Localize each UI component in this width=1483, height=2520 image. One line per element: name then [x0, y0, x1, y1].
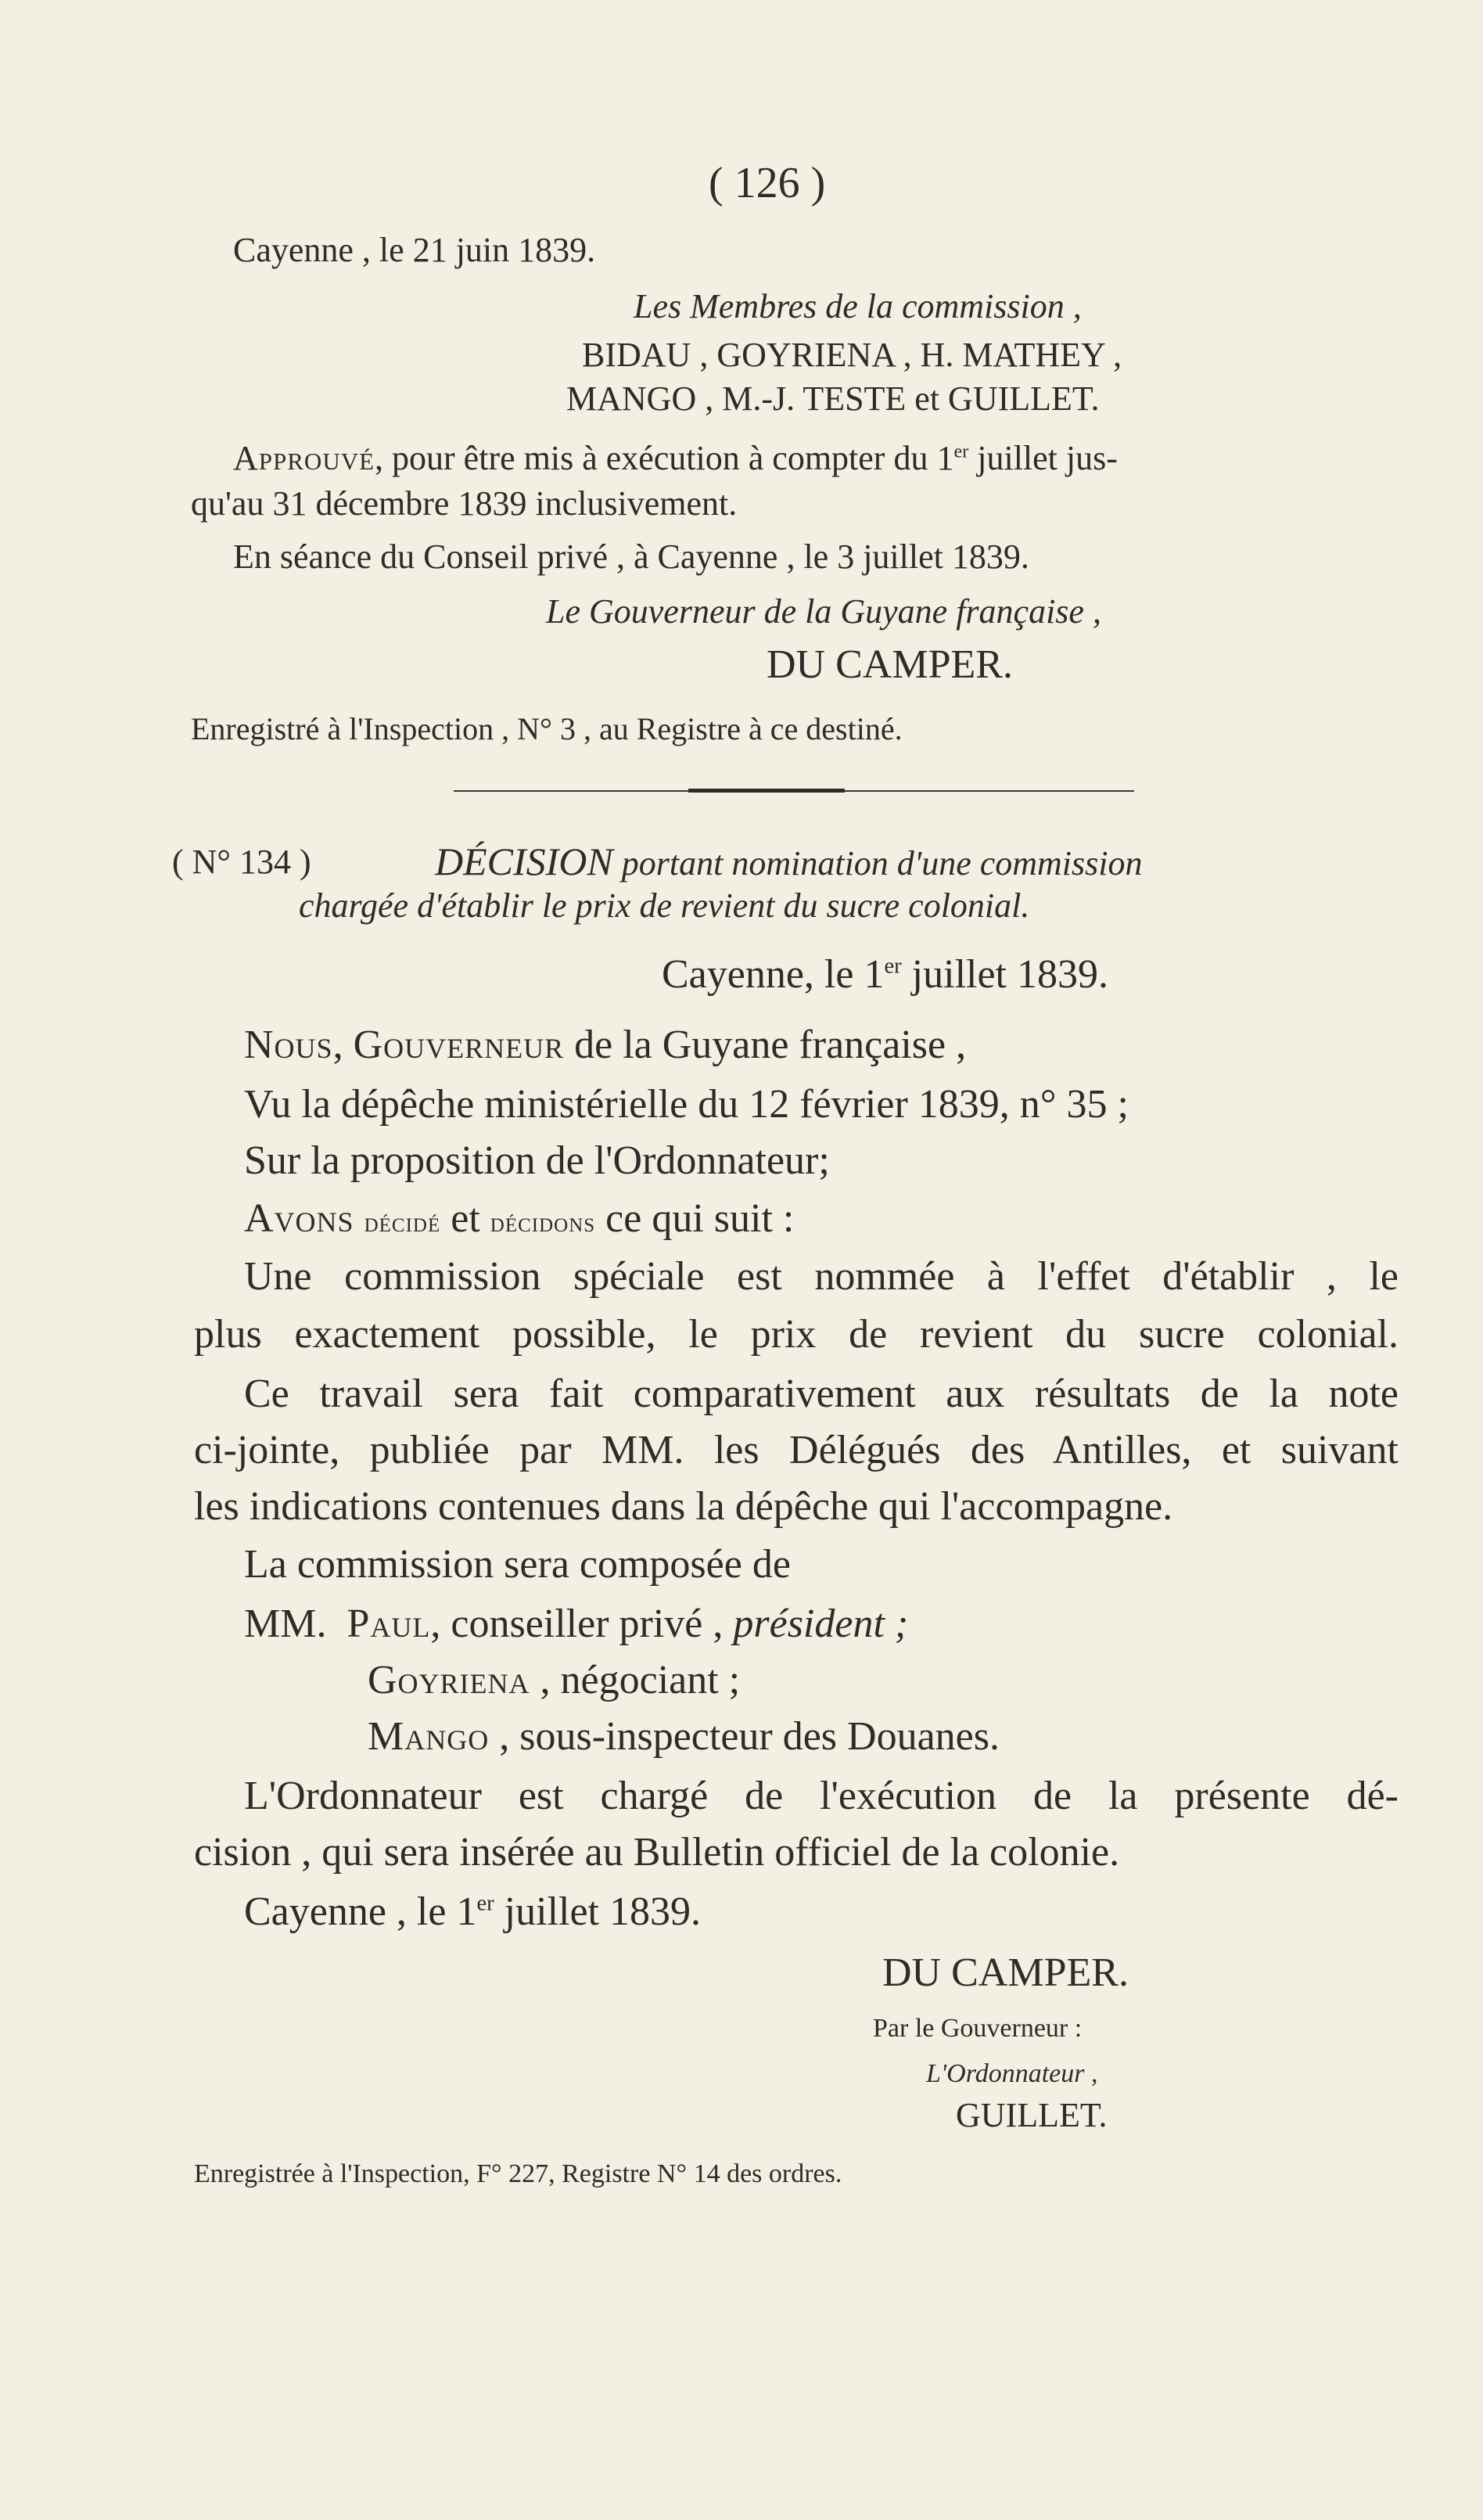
avons-word: Avons — [244, 1196, 354, 1241]
nous-word: Nous — [244, 1023, 333, 1067]
mm-label: MM. — [244, 1602, 327, 1646]
members-label: Les Membres de la commission , — [634, 287, 1082, 325]
member-3-name: Mango — [368, 1714, 490, 1759]
countersigner-name: GUILLET. — [956, 2096, 1108, 2134]
signatories-line-2: MANGO , M.-J. TESTE et GUILLET. — [566, 379, 1100, 418]
et-word: et — [440, 1196, 490, 1241]
ordonnateur-title: L'Ordonnateur , — [926, 2059, 1098, 2088]
paragraph-1-line-1: Une commission spéciale est nommée à l'effet d'établir , le — [244, 1254, 1399, 1299]
execution-line-1: L'Ordonnateur est chargé de l'exécution de la présente dé- — [244, 1774, 1399, 1818]
closing-dateline — [244, 1889, 701, 1934]
paragraph-2-line-1: Ce travail sera fait comparativement aux résultats de la note — [244, 1371, 1399, 1416]
member-1-role-title: président ; — [733, 1602, 909, 1646]
vu-line: Vu la dépêche ministérielle du 12 février 1839, n° 35 ; — [244, 1082, 1129, 1127]
decision-keyword: DÉCISION — [435, 839, 613, 883]
member-3-role: , sous-inspecteur des Douanes. — [489, 1714, 1000, 1759]
page-number: ( 126 ) — [709, 159, 826, 207]
avons-line — [244, 1196, 795, 1241]
approved-word: Approuvé — [233, 439, 375, 477]
member-1-role: , conseiller privé , — [430, 1602, 734, 1646]
par-le-gouverneur: Par le Gouverneur : — [873, 2014, 1083, 2043]
session-line: En séance du Conseil privé , à Cayenne , le 3 juillet 1839. — [233, 537, 1029, 576]
signer-name: DU CAMPER. — [882, 1950, 1129, 1995]
closing-text: Cayenne , le 1 — [244, 1889, 477, 1934]
decision-title-line-1 — [435, 839, 1143, 883]
approval-text: , pour être mis à exécution à compter du 1 — [375, 439, 954, 477]
gouverneur-word: Gouverneur — [353, 1023, 565, 1067]
execution-line-2: cision , qui sera insérée au Bulletin officiel de la colonie. — [194, 1830, 1120, 1875]
decision-registration-note: Enregistrée à l'Inspection, F° 227, Registre N° 14 des ordres. — [194, 2159, 842, 2188]
approval-line-1 — [233, 441, 1118, 476]
member-2 — [368, 1660, 740, 1701]
approval-line-2: qu'au 31 décembre 1839 inclusivement. — [191, 484, 738, 523]
governor-name: DU CAMPER. — [767, 642, 1013, 687]
dateline: Cayenne , le 21 juin 1839. — [233, 231, 596, 269]
decide-word: décidé — [364, 1206, 441, 1238]
paragraph-1-line-2: plus exactement possible, le prix de revient du sucre colonial. — [194, 1312, 1399, 1357]
member-3 — [368, 1714, 1000, 1759]
decidons-word: décidons — [490, 1206, 596, 1238]
member-2-role: , négociant ; — [530, 1658, 741, 1702]
decision-number: ( N° 134 ) — [172, 843, 311, 881]
nous-line: Nous, Gouverneur de la Guyane française , — [244, 1023, 967, 1067]
separator-rule-center — [688, 789, 845, 793]
nous-rest: de la Guyane française , — [564, 1023, 967, 1067]
signatories-line-1: BIDAU , GOYRIENA , H. MATHEY , — [582, 336, 1122, 374]
dateline-text: Cayenne, le 1 — [662, 952, 885, 997]
superscript: er — [953, 440, 969, 462]
paragraph-2-line-2: ci-jointe, publiée par MM. les Délégués des Antilles, et suivant — [194, 1428, 1399, 1472]
registration-note: Enregistré à l'Inspection , N° 3 , au Registre à ce destiné. — [191, 711, 903, 746]
decision-title-line-2: chargée d'établir le prix de revient du sucre colonial. — [299, 886, 1030, 925]
governor-title: Le Gouverneur de la Guyane française , — [546, 592, 1101, 631]
closing-text-end: juillet 1839. — [494, 1889, 701, 1934]
dateline-text-end: juillet 1839. — [901, 952, 1108, 997]
member-1 — [244, 1604, 908, 1645]
suit-text: ce qui suit : — [595, 1196, 795, 1241]
superscript: er — [884, 954, 902, 979]
superscript: er — [476, 1891, 494, 1916]
decision-title-rest: portant nomination d'une commission — [612, 844, 1143, 883]
decision-dateline — [662, 954, 1108, 995]
sur-line: Sur la proposition de l'Ordonnateur; — [244, 1138, 830, 1183]
paragraph-2-line-3: les indications contenues dans la dépêche qui l'accompagne. — [194, 1484, 1173, 1529]
member-1-name: Paul — [347, 1602, 431, 1646]
composition-line: La commission sera composée de — [244, 1542, 791, 1587]
approval-text-end: juillet jus- — [968, 439, 1118, 477]
member-2-name: Goyriena — [368, 1658, 530, 1702]
